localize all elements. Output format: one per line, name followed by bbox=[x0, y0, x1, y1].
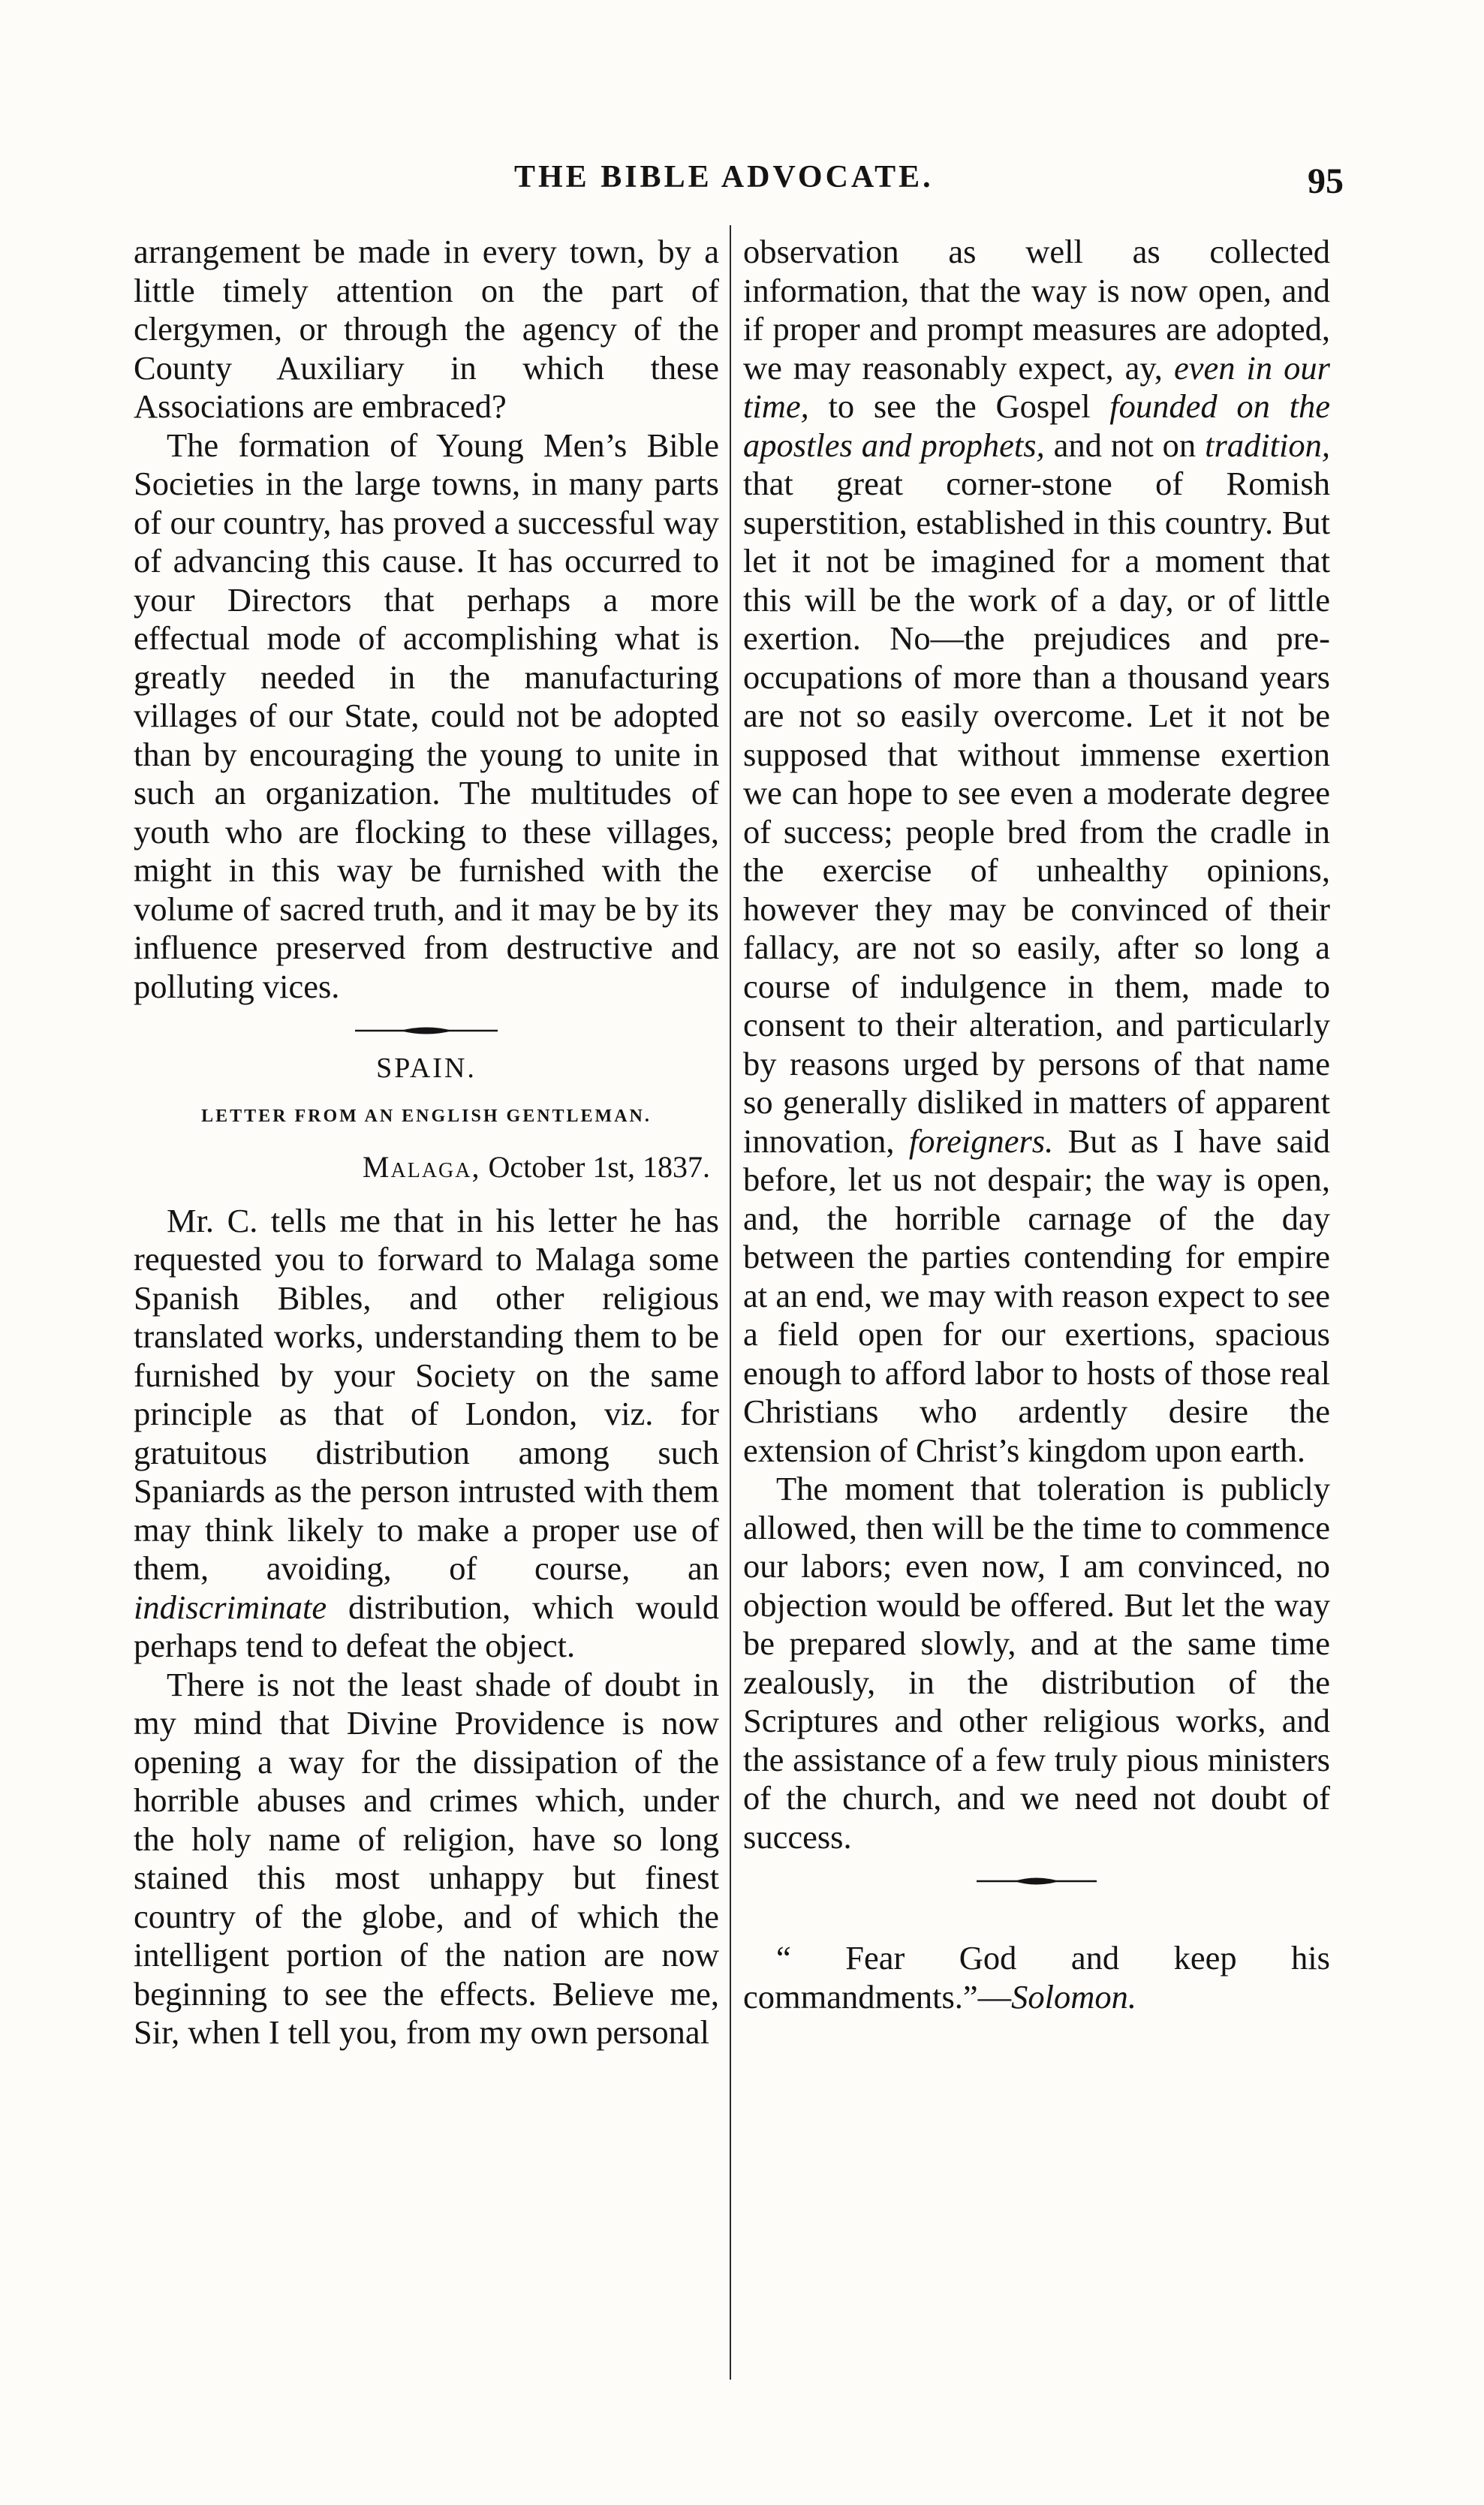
paragraph-toleration: The moment that toleration is publicly allowed, then will be the time to commence our labors; even now, I am convinced, no objection would be offered. But let the way be prepared slowly, and at the same time zealously, in the distribution of the Scriptures and other religious works, and the assistance of a few truly pious ministers of the church, and we need not doubt of success. bbox=[743, 1470, 1330, 1856]
section-subtitle: LETTER FROM AN ENGLISH GENTLEMAN. bbox=[201, 1106, 652, 1126]
column-rule bbox=[730, 225, 731, 2380]
left-column bbox=[134, 233, 719, 2052]
paragraph-divine-providence: There is not the least shade of doubt in my mind that Divine Providence is now opening a way for the dissipation of the horrible abuses and crimes which, under the holy name of religion, have so long stained this most unhappy but finest country of the globe, and of which the intelligent portion of the nation are now beginning to see the effects. Believe me, Sir, when I tell you, from my own personal bbox=[134, 1665, 719, 2051]
ornament-divider-icon bbox=[977, 1876, 1097, 1886]
closing-quote: “ Fear God and keep his commandments.”—Solomon. bbox=[743, 1939, 1330, 2016]
running-title: THE BIBLE ADVOCATE. bbox=[514, 160, 934, 194]
ornament-divider-icon bbox=[355, 1025, 498, 1036]
right-column bbox=[743, 233, 1330, 2016]
paragraph-young-mens-societies: The formation of Young Men’s Bible Societies in the large towns, in many parts of our country, has proved a successful way of advancing this cause. It has occurred to your Directors that perhaps a more effectual mode of accomplishing what is greatly needed in the manufacturing villages of our State, could not be adopted than by encouraging the young to unite in such an organization. The multitudes of youth who are flocking to these villages, might in this way be furnished with the volume of sacred truth, and it may be by its influence preserved from destructive and polluting vices. bbox=[134, 426, 719, 1005]
paragraph-observation: observation as well as collected information, that the way is now open, and if proper and prompt measures are adopted, we may reasonably expect, ay, even in our time, to see the Gospel founded on the apostles and prophets, and not on tradition, that great corner-stone of Romish superstition, established in this country. But let it not be imagined for a moment that this will be the work of a day, or of little exertion. No—the prejudices and pre-occupations of more than a thousand years are not so easily overcome. Let it not be supposed that without immense exertion we can hope to see even a moderate degree of success; people bred from the cradle in the exercise of unhealthy opinions, however they may be convinced of their fallacy, are not so easily, after so long a course of indulgence in them, made to consent to their alteration, and particularly by reasons urged by persons of that name so generally disliked in matters of apparent innovation, foreigners. But as I have said before, let us not despair; the way is open, and, the horrible carnage of the day between the parties contending for empire at an end, we may with reason expect to see a field open for our exertions, spacious enough to afford labor to hosts of those real Christians who ardently desire the extension of Christ’s kingdom upon earth. bbox=[743, 233, 1330, 1469]
dateline-place: Malaga, bbox=[362, 1150, 481, 1184]
section-title: SPAIN. bbox=[376, 1052, 477, 1084]
paragraph-letter-request: Mr. C. tells me that in his letter he has requested you to forward to Malaga some Spanish Bibles, and other religious translated works, understanding them to be furnished by your Society on the same principle as that of London, viz. for gratuitous distribution among such Spaniards as the person intrusted with them may think likely to make a proper use of them, avoiding, of course, an indiscriminate distribution, which would perhaps tend to defeat the object. bbox=[134, 1201, 719, 1664]
paragraph-continuation: arrangement be made in every town, by a little timely attention on the part of clergymen, or through the agency of the County Auxiliary in which these Associations are embraced? bbox=[134, 233, 719, 425]
dateline-date: October 1st, 1837. bbox=[488, 1150, 710, 1184]
running-head bbox=[0, 159, 1484, 204]
dateline bbox=[134, 1148, 719, 1187]
page-number: 95 bbox=[1308, 161, 1344, 201]
